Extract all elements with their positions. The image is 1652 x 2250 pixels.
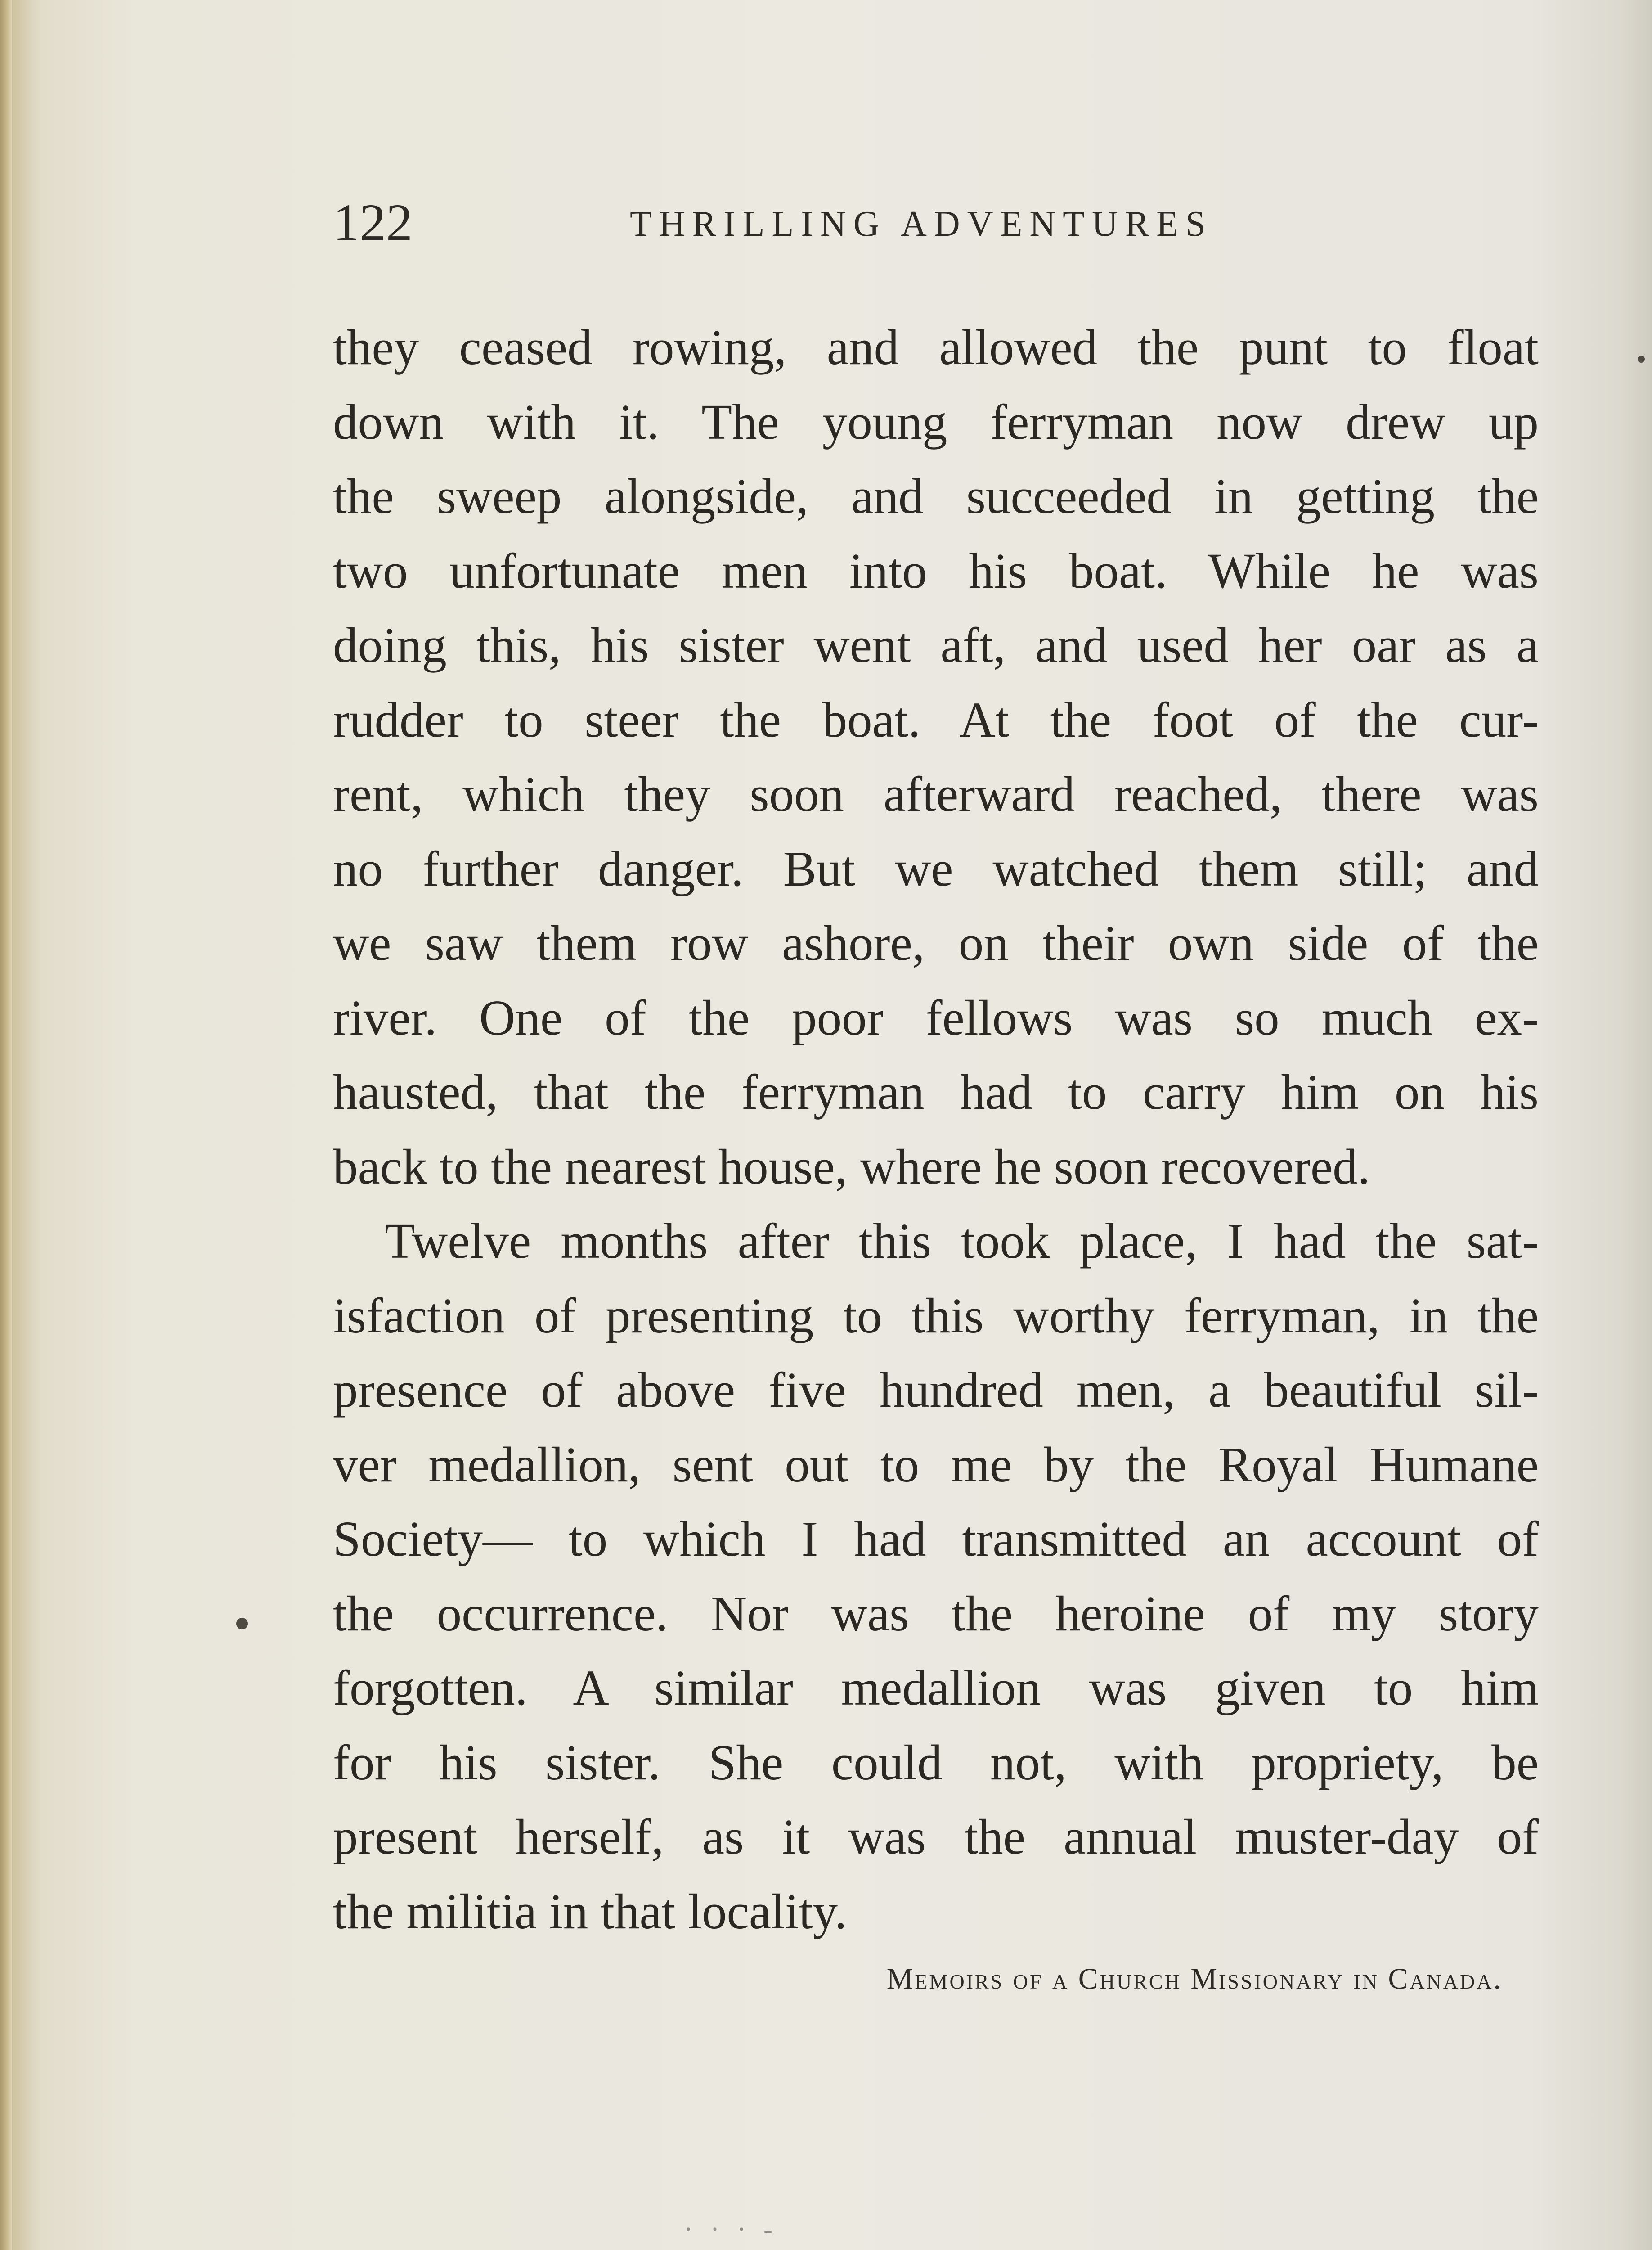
text-line: Twelve months after this took place, I had the sat-: [385, 1214, 1539, 1269]
text-line: down with it. The young ferryman now drew up: [333, 394, 1539, 450]
text-line: ver medallion, sent out to me by the Royal Humane: [333, 1437, 1539, 1493]
ink-speck: [1638, 356, 1645, 363]
text-line: hausted, that the ferryman had to carry him on his: [333, 1065, 1539, 1120]
page-number: 122: [333, 193, 413, 252]
text-line: present herself, as it was the annual muster-day of: [333, 1809, 1539, 1865]
text-line: for his sister. She could not, with propriety, be: [333, 1735, 1539, 1791]
text-line: forgotten. A similar medallion was given to him: [333, 1660, 1539, 1716]
text-line: rent, which they soon afterward reached, there was: [333, 767, 1539, 822]
text-line: no further danger. But we watched them still; and: [333, 841, 1539, 897]
page-spine-edge: [0, 0, 12, 2250]
faint-marks: · · · -: [684, 2214, 778, 2244]
running-head: THRILLING ADVENTURES: [630, 204, 1213, 244]
text-line: the militia in that locality.: [333, 1884, 847, 1940]
text-line: back to the nearest house, where he soon recovered.: [333, 1139, 1370, 1195]
ink-speck: [236, 1618, 248, 1629]
text-line: rudder to steer the boat. At the foot of the cur-: [333, 692, 1539, 748]
text-line: presence of above five hundred men, a beautiful sil-: [333, 1363, 1539, 1418]
text-line: we saw them row ashore, on their own side of the: [333, 916, 1539, 971]
page-header: [333, 189, 1255, 256]
text-line: isfaction of presenting to this worthy ferryman, in the: [333, 1288, 1539, 1344]
text-line: the sweep alongside, and succeeded in getting the: [333, 469, 1539, 524]
text-line: two unfortunate men into his boat. While he was: [333, 543, 1539, 599]
text-line: river. One of the poor fellows was so much ex-: [333, 990, 1539, 1046]
text-line: doing this, his sister went aft, and used her oar as a: [333, 618, 1539, 673]
text-line: they ceased rowing, and allowed the punt to float: [333, 320, 1539, 375]
source-citation: Memoirs of a Church Missionary in Canada.: [886, 1962, 1503, 1995]
body-text: [333, 310, 1539, 1949]
text-line: Society— to which I had transmitted an account of: [333, 1512, 1539, 1567]
text-line: the occurrence. Nor was the heroine of my story: [333, 1586, 1539, 1642]
